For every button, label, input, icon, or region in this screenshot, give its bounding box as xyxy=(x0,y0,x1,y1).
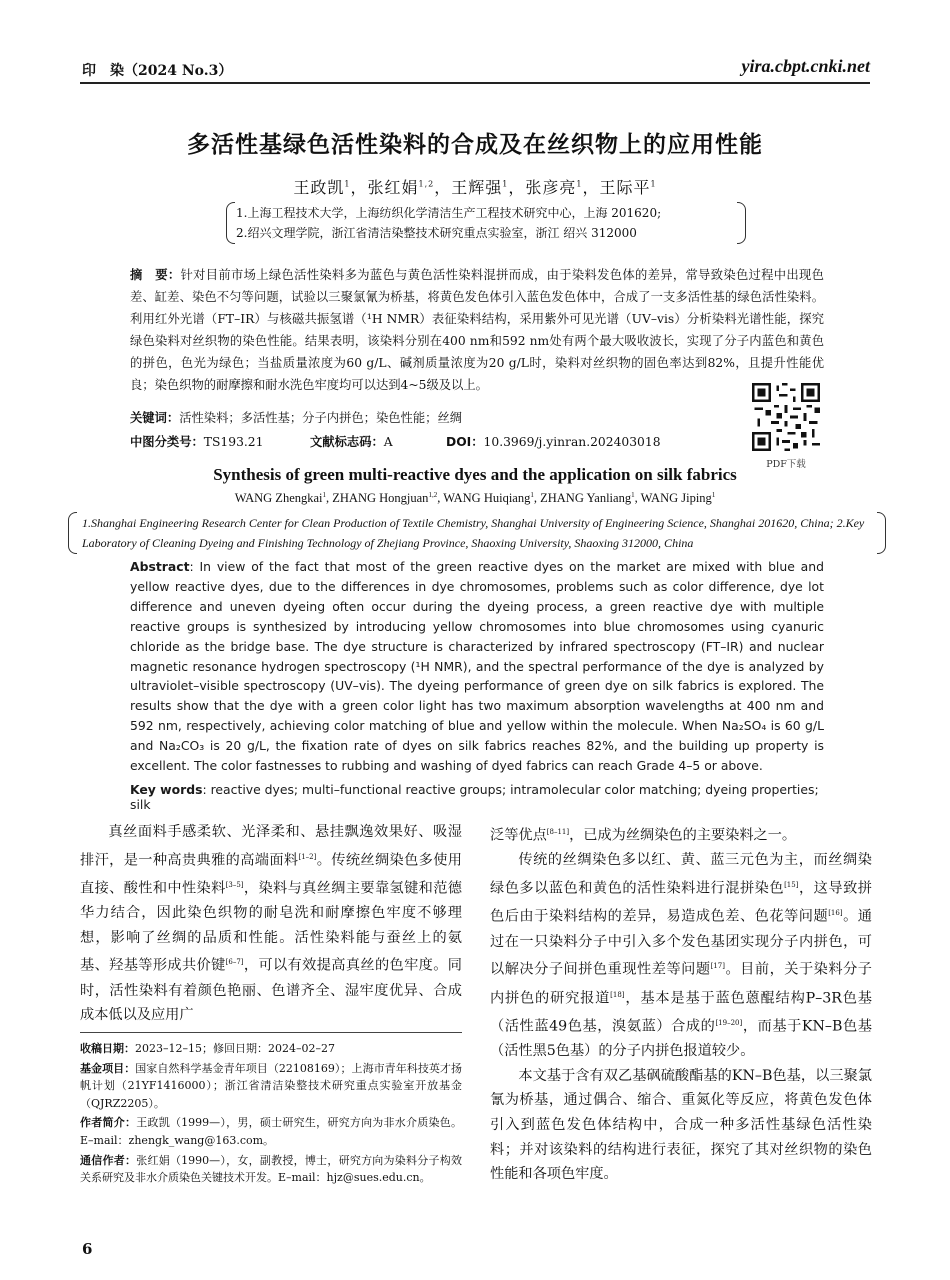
clc-value: TS193.21 xyxy=(203,435,264,449)
doc-code-label: 文献标志码： xyxy=(310,435,384,449)
footnote-rule xyxy=(80,1032,462,1033)
author-sup-en: 1 xyxy=(631,491,635,499)
qr-code[interactable] xyxy=(752,383,820,451)
body-paragraph: 真丝面料手感柔软、光泽柔和、悬挂飘逸效果好、吸湿排汗，是一种高贵典雅的高端面料[1–2]。传统丝绸染色多使用直接、酸性和中性染料[3–5]，染料与真丝绸主要靠氢键和范德华力结合，因此染色织物的耐皂洗和耐摩擦色牢度不够理想，影响了丝绸的品质和性能。活性染料能与蚕丝上的氨基、羟基等形成共价键[6–7]，可以有效提高真丝的色牢度。同时，活性染料有着颜色艳丽、色谱齐全、湿牢度优异、合成成本低以及应用广 xyxy=(80,824,462,1024)
citation[interactable]: [1–2] xyxy=(298,852,317,861)
author-name-en: WANG Zhengkai xyxy=(234,491,323,506)
citation[interactable]: [16] xyxy=(828,909,843,918)
citation[interactable]: [19–20] xyxy=(715,1018,743,1027)
author-sup-en: 1 xyxy=(322,491,327,499)
doi-value[interactable]: 10.3969/j.yinran.202403018 xyxy=(483,435,661,449)
abstract-en xyxy=(130,557,824,776)
author-name-en: ZHANG Yanliang xyxy=(540,491,632,506)
clc-label: 中图分类号： xyxy=(130,435,204,449)
page-number: 6 xyxy=(82,1240,93,1258)
author-name: 张彦亮 xyxy=(525,178,577,197)
bracket-right xyxy=(877,512,886,554)
author-sup: 1 xyxy=(344,179,351,189)
bracket-left xyxy=(226,202,235,244)
keywords-en-text: : reactive dyes; multi–functional reactive groups; intramolecular color matching; dyeing properties; silk xyxy=(130,782,819,812)
body-paragraph: 本文基于含有双乙基砜硫酸酯基的KN–B色基，以三聚氯氰为桥基，通过偶合、缩合、重氮化等反应，将黄色发色体引入到蓝色发色体结构中，合成一种多活性基绿色活性染料；并对该染料的结构进行表征，探究了其对丝织物的染色性能和各项色牢度。 xyxy=(490,1067,872,1183)
keywords-cn-text: 活性染料；多活性基；分子内拼色；染色性能；丝绸 xyxy=(179,411,463,425)
author-name: 张红娟 xyxy=(367,178,419,197)
body-paragraph: 泛等优点[8–11]，已成为丝绸染色的主要染料之一。 xyxy=(490,827,797,844)
bracket-right xyxy=(737,202,746,244)
abstract-en-text: : In view of the fact that most of the green reactive dyes on the market are mixed with blue and yellow reactive dyes, due to the differences in dye chromosomes, problems such as color difference, dye lot difference and uneven dyeing often occur during the dyeing process, a green reactive dye with multiple reactive groups is synthesized by introducing yellow chromosomes into blue chromosomes using cyanuric chloride as the bridge base. The dye structure is characterized by infrared spectroscopy (FT–IR) and nuclear magnetic resonance hydrogen spectroscopy (¹H NMR), and the spectral performance of the dye is analyzed by ultraviolet–visible spectroscopy (UV–vis). The dyeing performance of green dye on silk fabrics is explored. The results show that the dye with a green color light has two maximum absorption wavelengths at 400 nm and 592 nm, respectively, achieving color matching of blue and yellow within the molecule. When Na₂SO₄ is 60 g/L and Na₂CO₃ is 20 g/L, the fixation rate of dyes on silk fabrics reaches 82%, and the building up property is excellent. The color fastnesses to rubbing and washing of dyed fabrics can reach Grade 4–5 or above. xyxy=(130,559,824,774)
citation[interactable]: [15] xyxy=(784,880,799,889)
abstract-cn-text: 针对目前市场上绿色活性染料多为蓝色与黄色活性染料混拼而成，由于染料发色体的差异，常导致染色过程中出现色差、缸差、染色不匀等问题，试验以三聚氯氰为桥基，将黄色发色体引入蓝色发色体中，合成了一支多活性基的绿色活性染料。利用红外光谱（FT–IR）与核磁共振氢谱（¹H NMR）表征染料结构，采用紫外可见光谱（UV–vis）分析染料光谱性能，探究绿色染料对丝织物的染色性能。结果表明，该染料分别在400 nm和592 nm处有两个最大吸收波长，实现了分子内蓝色和黄色的拼色，色光为绿色；当盐质量浓度为60 g/L、碱剂质量浓度为20 g/L时，染料对丝织物的固色率达到82%，且提升性能优良；染色织物的耐摩擦和耐水洗色牢度均可以达到4~5级及以上。 xyxy=(130,268,824,392)
author-sup-en: 1 xyxy=(711,491,716,499)
author-name: 王际平 xyxy=(599,178,651,197)
body-paragraph: 传统的丝绸染色多以红、黄、蓝三元色为主，而丝绸染绿色多以蓝色和黄色的活性染料进行混拼染色[15]，这导致拼色后由于染料结构的差异，易造成色差、色花等问题[16]。通过在一只染料分子中引入多个发色基团实现分子内拼色，可以解决分子间拼色重现性差等问题[17]。目前，关于染料分子内拼色的研究报道[18]，基本是基于蓝色蒽醌结构P–3R色基（活性蓝49色基，溴氨蓝）合成的[19–20]，而基于KN–B色基（活性黑5色基）的分子内拼色报道较少。 xyxy=(490,852,872,1060)
keywords-cn xyxy=(130,408,462,426)
citation[interactable]: [8–11] xyxy=(546,828,570,836)
authors-en: WANG Zhengkai$^1$, ZHANG Hongjuan$^{1,2}$, WANG Huiqiang$^1$, ZHANG Yanliang$^1$, WANG Jiping$^1$ xyxy=(234,491,716,506)
footnotes xyxy=(80,1040,462,1189)
citation[interactable]: [18] xyxy=(610,990,625,999)
citation[interactable]: [17] xyxy=(710,962,725,971)
pdf-download-label[interactable]: PDF下载 xyxy=(766,459,806,470)
keywords-cn-label: 关键词： xyxy=(130,411,180,425)
affiliations-en-text: 1.Shanghai Engineering Research Center for Clean Production of Textile Chemistry, Shanghai University of Engineering Science, Shanghai 201620, China; 2.Key Laboratory of Cleaning Dyeing and Finishing Technology of Zhejiang Province, Shaoxing University, Shaoxing 312000, China xyxy=(82,516,865,550)
doi-label: DOI： xyxy=(446,435,484,449)
body-column-right xyxy=(490,820,872,1187)
author-sup: 1 xyxy=(650,179,657,189)
abstract-cn xyxy=(130,264,824,396)
footnote-dates: 收稿日期：2023–12–15；修回日期：2024–02–27 xyxy=(80,1042,335,1055)
footnote-corresponding: 通信作者：张红娟（1990—），女，副教授，博士，研究方向为染料分子构效关系研究及非水介质染色关键技术开发。E–mail：hjz@sues.edu.cn。 xyxy=(80,1153,463,1185)
author-sup: 1 xyxy=(502,179,509,189)
citation[interactable]: [3–5] xyxy=(225,880,244,889)
author-name: 王辉强 xyxy=(451,178,503,197)
paper-title: 多活性基绿色活性染料的合成及在丝织物上的应用性能 xyxy=(187,132,763,158)
affiliations-en xyxy=(68,512,886,554)
journal-url[interactable]: yira.cbpt.cnki.net xyxy=(741,56,870,76)
author-name-en: WANG Huiqiang xyxy=(443,491,531,506)
keywords-en-label: Key words xyxy=(130,782,203,797)
footnote-fund: 基金项目：国家自然科学基金青年项目（22108169）；上海市青年科技英才扬帆计划（21YF1416000）；浙江省清洁染整技术研究重点实验室开放基金（QJRZ2205）。 xyxy=(80,1061,462,1110)
author-name-en: WANG Jiping xyxy=(640,491,712,506)
classification-line xyxy=(130,432,770,450)
author-name-en: ZHANG Hongjuan xyxy=(332,491,429,506)
citation[interactable]: [6–7] xyxy=(225,958,244,967)
author-sup: 1,2 xyxy=(418,179,435,189)
affiliation-2: 2.绍兴文理学院，浙江省清洁染整技术研究重点实验室，浙江 绍兴 312000 xyxy=(236,226,637,240)
author-sup-en: 1 xyxy=(530,491,534,499)
body-column-left xyxy=(80,820,462,1028)
authors-cn: 王政凯$^1$，张红娟$^{1,2}$，王辉强$^1$，张彦亮$^1$，王际平$^1$ xyxy=(293,178,657,197)
footnote-author: 作者简介：王政凯（1999—），男，硕士研究生，研究方向为非水介质染色。E–mail：zhengk_wang@163.com。 xyxy=(80,1116,463,1147)
doc-code-value: A xyxy=(383,435,393,449)
header-rule xyxy=(80,82,870,84)
abstract-en-label: Abstract xyxy=(130,559,190,574)
abstract-cn-label: 摘 要： xyxy=(130,268,181,282)
bracket-left xyxy=(68,512,77,554)
author-name: 王政凯 xyxy=(293,178,345,197)
affiliation-1: 1.上海工程技术大学，上海纺织化学清洁生产工程技术研究中心，上海 201620; xyxy=(236,206,662,220)
author-sup-en: 1,2 xyxy=(428,491,438,499)
paper-title-en: Synthesis of green multi-reactive dyes and the application on silk fabrics xyxy=(213,465,737,484)
keywords-en xyxy=(130,782,824,812)
author-sup: 1 xyxy=(576,179,583,189)
journal-issue: 印 染（2024 No.3） xyxy=(82,63,233,79)
affiliations-cn xyxy=(226,202,746,244)
